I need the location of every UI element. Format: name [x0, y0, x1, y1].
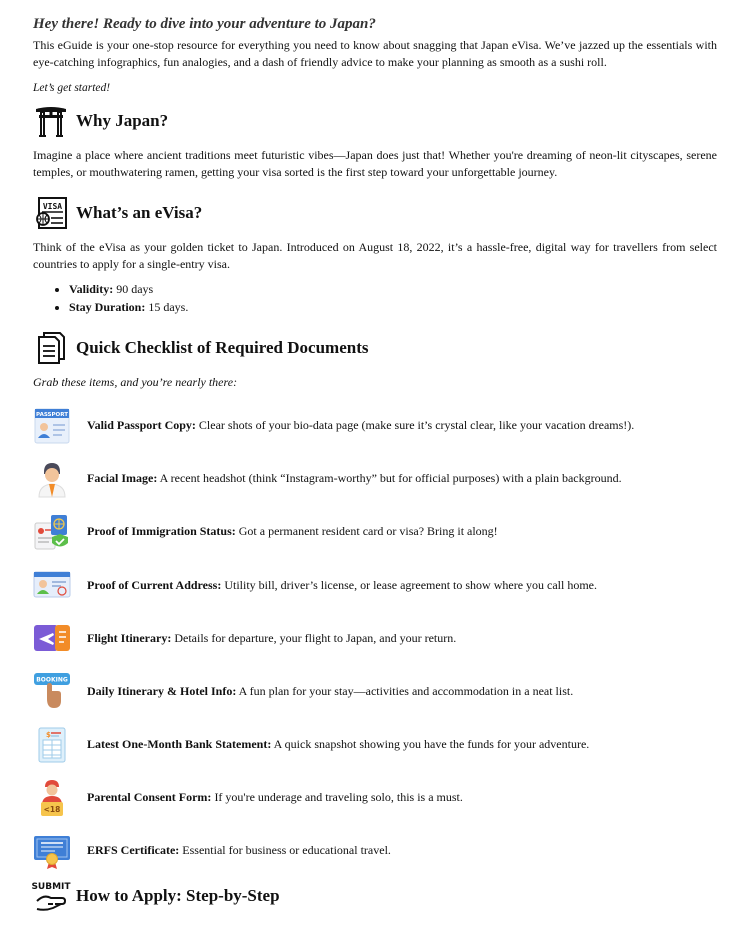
- how-to-apply-heading: How to Apply: Step-by-Step: [76, 885, 280, 905]
- visa-card-icon: [33, 195, 69, 231]
- list-item: [33, 718, 717, 771]
- evisa-header: [33, 195, 717, 231]
- passport-badge-text: PASSPORT: [36, 411, 68, 418]
- underage-icon: [33, 779, 71, 817]
- submit-icon-text: SUBMIT: [31, 881, 71, 892]
- list-item: [33, 612, 717, 665]
- item-description: Got a permanent resident card or visa? Bring it along!: [235, 524, 498, 539]
- item-description: A fun plan for your stay—activities and accommodation in a neat list.: [236, 683, 574, 698]
- checklist-item-text: [87, 523, 498, 540]
- certificate-icon: [33, 832, 71, 870]
- list-item: [33, 505, 717, 558]
- checklist-subtitle: Grab these items, and you’re nearly there:: [33, 374, 238, 389]
- flight-ticket-icon: [33, 619, 71, 657]
- checklist-item-text: [87, 470, 622, 487]
- checklist-item-text: [87, 842, 391, 859]
- item-description: A quick snapshot showing you have the funds for your adventure.: [271, 737, 590, 752]
- list-item: [33, 665, 717, 718]
- checklist-item-text: [87, 736, 589, 753]
- guide-page: [0, 14, 750, 931]
- item-label: Proof of Current Address:: [87, 577, 222, 592]
- booking-badge-text: BOOKING: [36, 676, 68, 684]
- svg-text:VISA: VISA: [42, 201, 63, 211]
- passport-icon: [33, 407, 71, 445]
- checklist: [33, 399, 717, 878]
- evisa-paragraph: Think of the eVisa as your golden ticket to Japan. Introduced on August 18, 2022, it’s a hassle-free, digital way for travellers from select countries to apply for a single-entry visa.: [33, 239, 717, 271]
- why-japan-header: [33, 103, 717, 139]
- submit-hand-icon: [33, 878, 69, 914]
- item-label: Flight Itinerary:: [87, 630, 172, 645]
- item-description: Essential for business or educational travel.: [179, 843, 391, 858]
- checklist-item-text: [87, 683, 573, 700]
- item-label: Valid Passport Copy:: [87, 417, 196, 432]
- bullet-label: Validity:: [69, 281, 114, 296]
- bullet-label: Stay Duration:: [69, 299, 146, 314]
- checklist-item-text: [87, 789, 463, 806]
- why-japan-paragraph: Imagine a place where ancient traditions meet futuristic vibes—Japan does just that! Whether you're dreaming of neon-lit cityscapes, serene temples, or mouthwatering ramen, getting your visa sorted is the first step toward your unforgettable journey.: [33, 147, 717, 179]
- evisa-bullets: [33, 281, 717, 316]
- bullet-value: 15 days.: [145, 299, 189, 314]
- item-description: Details for departure, your flight to Japan, and your return.: [171, 630, 457, 645]
- underage-badge-text: <18: [43, 804, 61, 814]
- svg-text:$: $: [46, 730, 51, 739]
- checklist-item-text: [87, 577, 597, 594]
- item-label: Facial Image:: [87, 471, 158, 486]
- item-description: Utility bill, driver’s license, or lease agreement to show where you call home.: [221, 577, 597, 592]
- item-label: Parental Consent Form:: [87, 790, 212, 805]
- checklist-heading: Quick Checklist of Required Documents: [76, 337, 369, 357]
- item-label: Latest One-Month Bank Statement:: [87, 737, 272, 752]
- list-item: [33, 558, 717, 611]
- list-item: [33, 452, 717, 505]
- headshot-icon: [33, 460, 71, 498]
- item-label: ERFS Certificate:: [87, 843, 180, 858]
- booking-icon: [33, 672, 71, 710]
- item-label: Proof of Immigration Status:: [87, 524, 236, 539]
- checklist-header: [33, 330, 717, 366]
- bullet-validity: [69, 281, 717, 298]
- how-to-apply-header: [33, 878, 717, 914]
- bullet-stay-duration: [69, 299, 717, 316]
- item-description: A recent headshot (think “Instagram-worthy” but for official purposes) with a plain background.: [157, 471, 622, 486]
- bank-statement-icon: [33, 726, 71, 764]
- list-item: [33, 771, 717, 824]
- list-item: [33, 824, 717, 877]
- checklist-item-text: [87, 630, 456, 647]
- documents-icon: [33, 330, 69, 366]
- bullet-value: 90 days: [113, 281, 154, 296]
- list-item: [33, 399, 717, 452]
- item-description: Clear shots of your bio-data page (make sure it’s crystal clear, like your vacation dreams!).: [195, 417, 635, 432]
- intro-paragraph: This eGuide is your one-stop resource for everything you need to know about snagging that Japan eVisa. We’ve jazzed up the essentials with eye-catching infographics, fun analogies, and a dash of friendly advice to make your planning as smooth as a sushi roll.: [33, 38, 717, 70]
- item-description: If you're underage and traveling solo, this is a must.: [211, 790, 463, 805]
- item-label: Daily Itinerary & Hotel Info:: [87, 683, 237, 698]
- intro-title: Hey there! Ready to dive into your adventure to Japan?: [33, 16, 376, 32]
- evisa-heading: What’s an eVisa?: [76, 202, 203, 222]
- id-card-icon: [33, 566, 71, 604]
- checklist-item-text: [87, 417, 634, 434]
- immigration-status-icon: [33, 513, 71, 551]
- torii-gate-icon: [33, 103, 69, 139]
- lets-get-started: Let’s get started!: [33, 82, 111, 95]
- why-japan-heading: Why Japan?: [76, 110, 169, 130]
